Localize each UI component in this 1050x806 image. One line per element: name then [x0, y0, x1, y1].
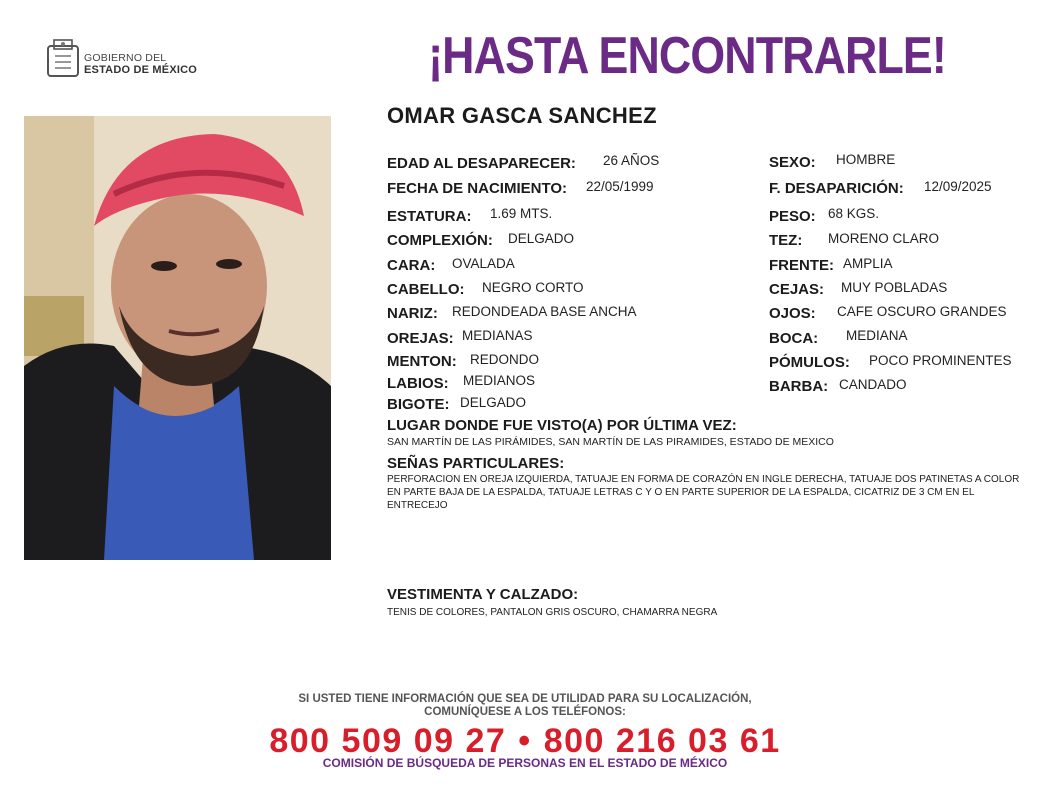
field-face-value: OVALADA	[452, 256, 515, 271]
field-complexion-label: TEZ:	[769, 232, 803, 249]
field-beard-value: CANDADO	[839, 377, 907, 392]
field-birthdate-label: FECHA DE NACIMIENTO:	[387, 180, 567, 197]
logo-line2: ESTADO DE MÉXICO	[84, 64, 198, 76]
field-build-value: DELGADO	[508, 231, 575, 246]
phone-number-2[interactable]: 800 216 03 61	[543, 722, 781, 760]
headline: ¡HASTA ENCONTRARLE!	[428, 27, 946, 85]
field-ears-value: MEDIANAS	[462, 328, 533, 343]
field-birthdate-value: 22/05/1999	[586, 179, 654, 194]
field-face-label: CARA:	[387, 257, 436, 274]
clothing-title: VESTIMENTA Y CALZADO:	[387, 586, 579, 603]
state-seal-icon	[46, 38, 80, 78]
field-nose-label: NARIZ:	[387, 305, 438, 322]
phone-separator: •	[518, 722, 532, 760]
person-name: OMAR GASCA SANCHEZ	[387, 103, 657, 128]
field-eyes-label: OJOS:	[769, 305, 816, 322]
field-height-value: 1.69 MTS.	[490, 206, 553, 221]
field-age-value: 26 AÑOS	[603, 153, 660, 168]
field-mouth-label: BOCA:	[769, 330, 819, 347]
logo-line1: GOBIERNO DEL	[84, 52, 167, 64]
field-chin-label: MENTON:	[387, 353, 457, 370]
person-photo	[24, 116, 331, 560]
field-mustache-label: BIGOTE:	[387, 396, 450, 413]
logo-text	[84, 52, 197, 76]
field-beard-label: BARBA:	[769, 378, 829, 395]
last-seen-title: LUGAR DONDE FUE VISTO(A) POR ÚLTIMA VEZ:	[387, 417, 737, 434]
particular-marks-text: PERFORACION EN OREJA IZQUIERDA, TATUAJE EN FORMA DE CORAZÓN EN INGLE DERECHA, TATUAJE DOS PATINETAS A COLOR EN PARTE BAJA DE LA ESPALDA, TATUAJE LETRAS C Y O EN PARTE SUPERIOR DE LA ESPALDA, CICATRIZ DE 3 CM EN EL ENTRECEJO	[387, 474, 1020, 511]
field-ears-label: OREJAS:	[387, 330, 454, 347]
contact-note	[0, 693, 1050, 719]
field-eyes-value: CAFE OSCURO GRANDES	[837, 304, 1007, 319]
field-sex-label: SEXO:	[769, 154, 816, 171]
field-mustache-value: DELGADO	[460, 395, 527, 410]
field-cheekbones-label: PÓMULOS:	[769, 354, 850, 371]
person-photo-illustration	[24, 116, 331, 560]
field-chin-value: REDONDO	[470, 352, 540, 367]
field-cheekbones-value: POCO PROMINENTES	[869, 353, 1012, 368]
field-hair-label: CABELLO:	[387, 281, 465, 298]
field-complexion-value: MORENO CLARO	[828, 231, 940, 246]
field-forehead-value: AMPLIA	[843, 256, 893, 271]
state-government-logo	[46, 38, 216, 82]
field-forehead-label: FRENTE:	[769, 257, 834, 274]
commission-name: COMISIÓN DE BÚSQUEDA DE PERSONAS EN EL ESTADO DE MÉXICO	[322, 756, 728, 770]
field-nose-value: REDONDEADA BASE ANCHA	[452, 304, 637, 319]
field-eyebrows-label: CEJAS:	[769, 281, 825, 298]
field-age-label: EDAD AL DESAPARECER:	[387, 155, 576, 172]
clothing-text: TENIS DE COLORES, PANTALON GRIS OSCURO, CHAMARRA NEGRA	[387, 607, 718, 618]
particular-marks-title: SEÑAS PARTICULARES:	[387, 455, 565, 472]
field-disappearance-value: 12/09/2025	[924, 179, 992, 194]
field-mouth-value: MEDIANA	[846, 328, 908, 343]
last-seen-text: SAN MARTÍN DE LAS PIRÁMIDES, SAN MARTÍN DE LAS PIRAMIDES, ESTADO DE MEXICO	[387, 436, 834, 448]
phone-number-1[interactable]: 800 509 09 27	[269, 722, 507, 760]
field-height-label: ESTATURA:	[387, 208, 472, 225]
field-lips-value: MEDIANOS	[463, 373, 536, 388]
field-sex-value: HOMBRE	[836, 152, 896, 167]
field-eyebrows-value: MUY POBLADAS	[841, 280, 948, 295]
field-lips-label: LABIOS:	[387, 375, 449, 392]
field-weight-label: PESO:	[769, 208, 816, 225]
field-hair-value: NEGRO CORTO	[482, 280, 584, 295]
contact-note-line2: COMUNÍQUESE A LOS TELÉFONOS:	[424, 706, 626, 718]
field-weight-value: 68 KGS.	[828, 206, 880, 221]
field-build-label: COMPLEXIÓN:	[387, 232, 493, 249]
contact-note-line1: SI USTED TIENE INFORMACIÓN QUE SEA DE UTILIDAD PARA SU LOCALIZACIÓN,	[298, 693, 752, 705]
field-disappearance-label: F. DESAPARICIÓN:	[769, 180, 904, 197]
